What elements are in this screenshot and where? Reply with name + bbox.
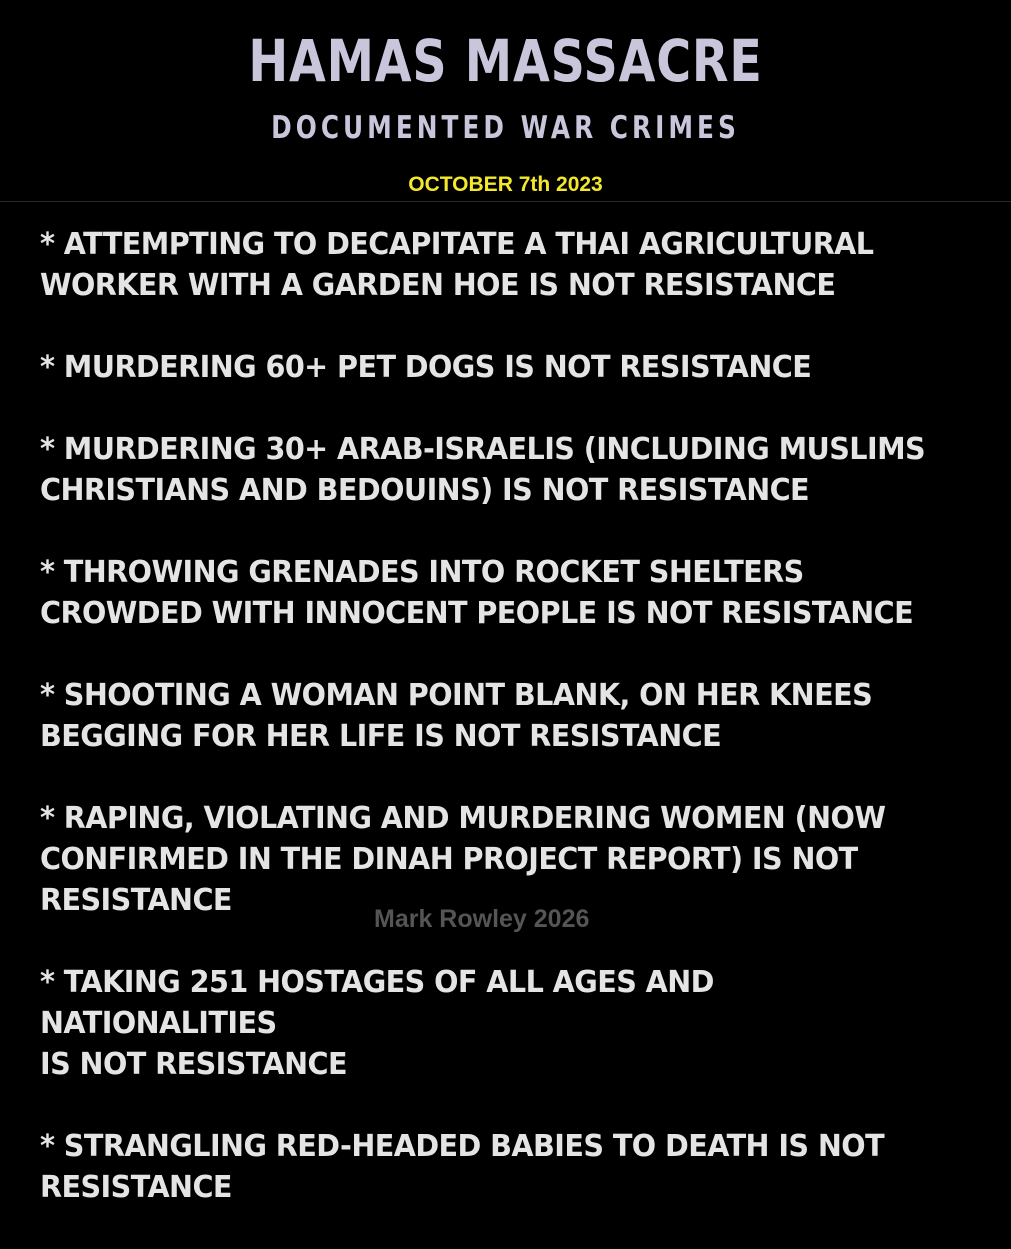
page-title: HAMAS MASSACRE	[248, 27, 763, 95]
statement-item: * ATTEMPTING TO DECAPITATE A THAI AGRICULTURAL WORKER WITH A GARDEN HOE IS NOT RESISTANCE	[40, 227, 874, 303]
statement-item: * SHOOTING A WOMAN POINT BLANK, ON HER KNEES BEGGING FOR HER LIFE IS NOT RESISTANCE	[40, 678, 873, 754]
statement-list	[40, 224, 1000, 1249]
author-watermark: Mark Rowley 2026	[374, 905, 590, 933]
statement-item: * RAPING, VIOLATING AND MURDERING WOMEN (NOW CONFIRMED IN THE DINAH PROJECT REPORT) IS NOT RESISTANCE	[40, 801, 886, 918]
statement-item: * MURDERING 30+ ARAB-ISRAELIS (INCLUDING MUSLIMS CHRISTIANS AND BEDOUINS) IS NOT RESISTANCE	[40, 432, 926, 508]
statement-item: * STRANGLING RED-HEADED BABIES TO DEATH IS NOT RESISTANCE	[40, 1129, 885, 1205]
statement-item: * MURDERING 60+ PET DOGS IS NOT RESISTANCE	[40, 350, 812, 385]
statement-item: * TAKING 251 HOSTAGES OF ALL AGES AND NATIONALITIES IS NOT RESISTANCE	[40, 965, 714, 1082]
page-subtitle: DOCUMENTED WAR CRIMES	[271, 110, 740, 146]
date-label: OCTOBER 7th 2023	[408, 173, 603, 196]
statement-item: * THROWING GRENADES INTO ROCKET SHELTERS CROWDED WITH INNOCENT PEOPLE IS NOT RESISTANCE	[40, 555, 914, 631]
header-divider	[0, 201, 1011, 202]
header	[0, 0, 1011, 200]
